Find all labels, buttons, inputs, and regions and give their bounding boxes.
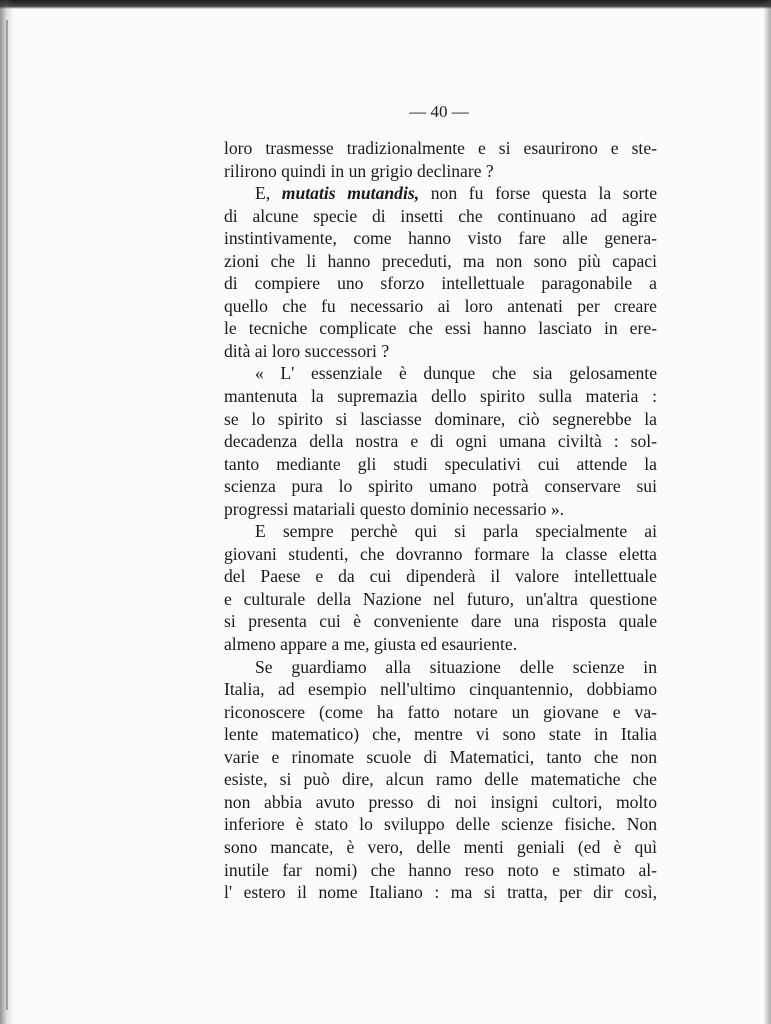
text-line: varie e rinomate scuole di Matematici, tanto che non xyxy=(224,746,657,767)
text-line: di compiere uno sforzo intellettuale paragonabile a xyxy=(224,273,657,294)
page-right-edge-shadow xyxy=(763,0,771,1024)
text-line: instintivamente, come hanno visto fare alle genera- xyxy=(224,228,657,249)
text-line: quello che fu necessario ai loro antenati per creare xyxy=(224,295,657,316)
text-line: almeno appare a me, giusta ed esauriente. xyxy=(224,634,518,655)
text-line: « L' essenziale è dunque che sia gelosamente xyxy=(255,363,657,384)
text-line: loro trasmesse tradizionalmente e si esaurirono e ste- xyxy=(224,138,657,158)
text-line: tanto mediante gli studi speculativi cui attende la xyxy=(224,453,657,474)
text-line: si presenta cui è conveniente dare una risposta quale xyxy=(224,611,657,632)
text-line: scienza pura lo spirito umano potrà conservare sui xyxy=(224,476,657,497)
page-top-edge-shadow xyxy=(0,0,771,9)
text-line: e culturale della Nazione nel futuro, un'altra questione xyxy=(224,588,657,609)
text-line: del Paese e da cui dipenderà il valore intellettuale xyxy=(224,566,657,587)
text-line: Se guardiamo alla situazione delle scienze in xyxy=(255,656,657,677)
binding-line xyxy=(6,20,8,1010)
text-line: se lo spirito si lasciasse dominare, ciò segnerebbe la xyxy=(224,408,657,429)
text-line: zioni che li hanno preceduti, ma non sono più capaci xyxy=(224,250,657,271)
italic-phrase: mutatis mutandis, xyxy=(281,183,420,204)
text-line: riconoscere (come ha fatto notare un giovane e va- xyxy=(224,701,657,722)
text-line: inferiore è stato lo sviluppo delle scienze fisiche. Non xyxy=(224,814,657,835)
text-line: di alcune specie di insetti che continuano ad agire xyxy=(224,205,657,226)
text-line xyxy=(224,182,657,205)
text-line: decadenza della nostra e di ogni umana civiltà : sol- xyxy=(224,431,657,452)
text-line: giovani studenti, che dovranno formare la classe eletta xyxy=(224,543,657,564)
text-line: mantenuta la supremazia dello spirito sulla materia : xyxy=(224,386,657,407)
text-line: progressi matariali questo dominio necessario ». xyxy=(224,498,565,519)
text-segment: E, xyxy=(255,183,282,204)
text-line: le tecniche complicate che essi hanno lasciato in ere- xyxy=(224,318,657,339)
text-line: l' estero il nome Italiano : ma si tratta, per dir così, xyxy=(224,882,657,903)
text-line: esiste, si può dire, alcun ramo delle matematiche che xyxy=(224,769,657,790)
text-segment: non fu forse questa la sorte xyxy=(419,183,658,204)
text-line: inutile far nomi) che hanno reso noto e stimato al- xyxy=(224,859,657,880)
text-line: sono mancate, è vero, delle menti geniali (ed è quì xyxy=(224,836,657,857)
text-line: Italia, ad esempio nell'ultimo cinquantennio, dobbiamo xyxy=(224,679,657,700)
page-number: — 40 — xyxy=(409,102,469,121)
body-text xyxy=(224,137,657,904)
text-line: dità ai loro successori ? xyxy=(224,340,390,361)
text-line: rilirono quindi in un grigio declinare ? xyxy=(224,160,494,181)
text-line: E sempre perchè qui si parla specialmente ai xyxy=(255,521,657,542)
text-line: lente matematico) che, mentre vi sono state in Italia xyxy=(224,724,657,745)
text-line: non abbia avuto presso di noi insigni cultori, molto xyxy=(224,791,657,812)
